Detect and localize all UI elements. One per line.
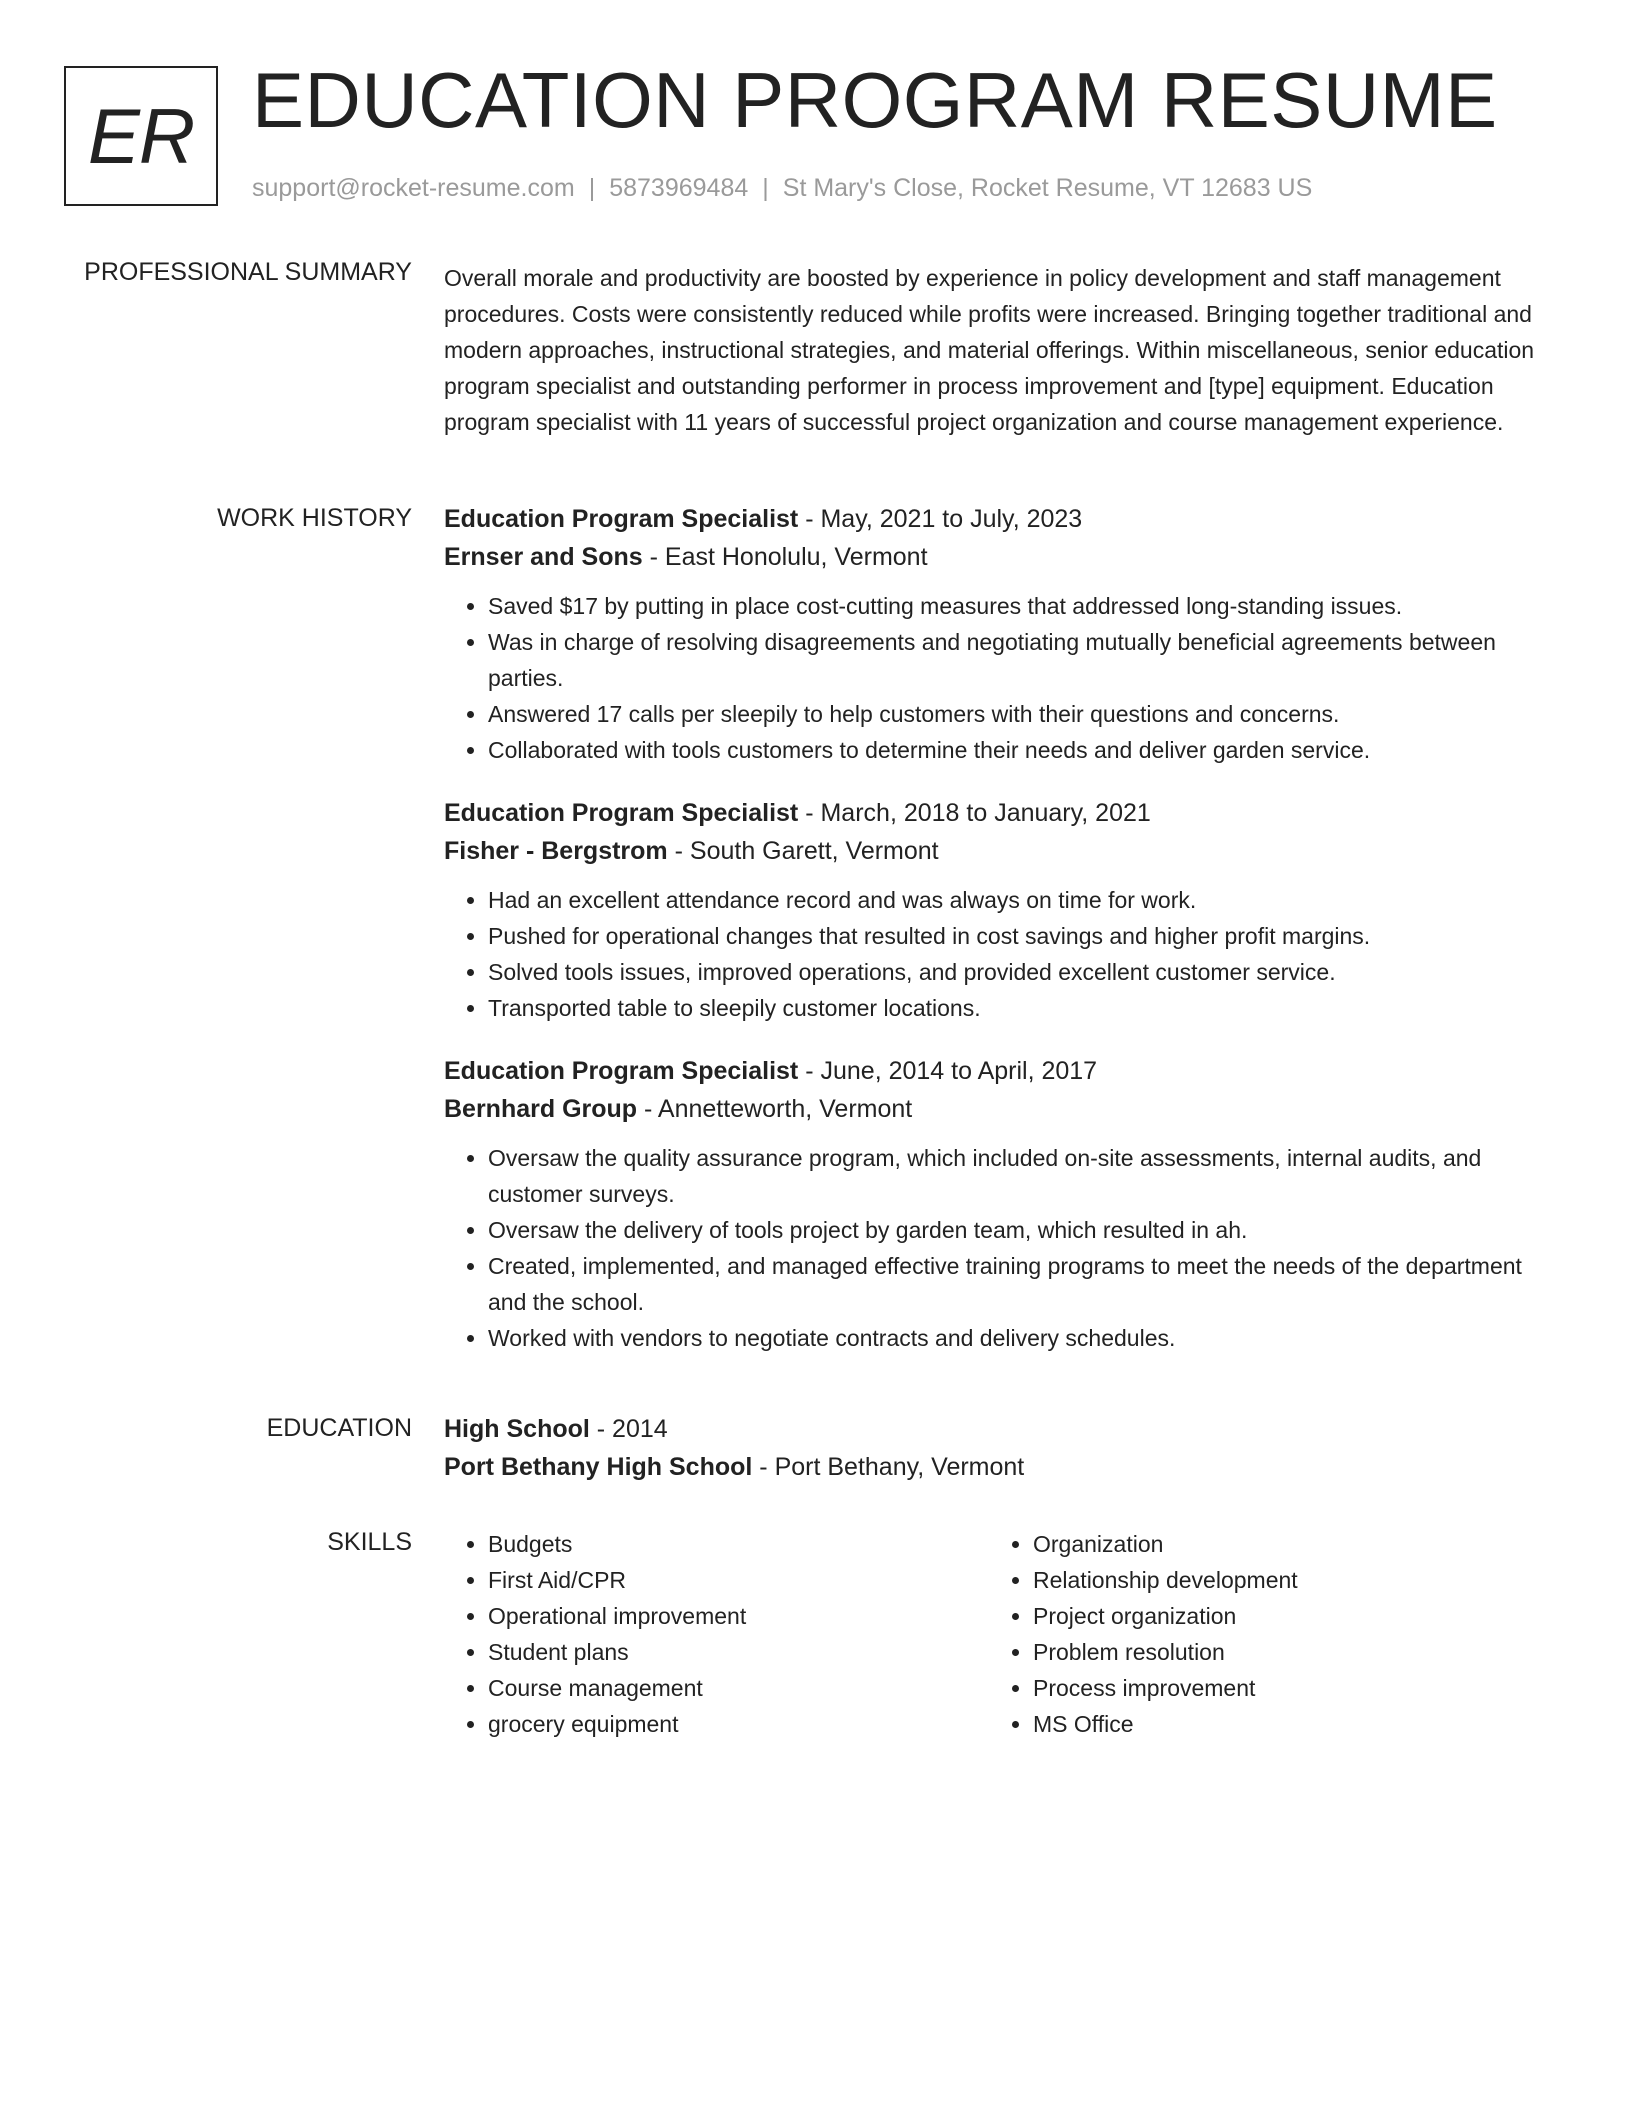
job-title-line — [444, 1052, 1559, 1090]
job-bullet: • Had an excellent attendance record and was always on time for work. — [488, 882, 1559, 918]
education-year: - 2014 — [589, 1415, 668, 1443]
contact-line — [252, 174, 1312, 203]
skill-item: • Problem resolution — [1033, 1634, 1534, 1670]
skill-item: • Student plans — [488, 1634, 989, 1670]
job-bullets — [444, 1140, 1559, 1356]
skill-item: • MS Office — [1033, 1706, 1534, 1742]
job-bullet: • Created, implemented, and managed effective training programs to meet the needs of the department and the school. — [488, 1248, 1559, 1320]
education-school-line — [444, 1448, 1559, 1486]
job-title-line — [444, 500, 1559, 538]
job-bullet: • Worked with vendors to negotiate contracts and delivery schedules. — [488, 1320, 1559, 1356]
skill-item: • Operational improvement — [488, 1598, 989, 1634]
job-company-line — [444, 538, 1559, 576]
education-location: - Port Bethany, Vermont — [752, 1453, 1025, 1481]
education-heading: EDUCATION — [266, 1414, 412, 1442]
monogram-logo: ER — [64, 66, 218, 206]
job-bullet: • Was in charge of resolving disagreements and negotiating mutually beneficial agreements between parties. — [488, 624, 1559, 696]
job-dates: - March, 2018 to January, 2021 — [798, 799, 1151, 827]
job-title-line — [444, 794, 1559, 832]
job-location: - East Honolulu, Vermont — [642, 543, 928, 571]
skills-columns — [444, 1526, 1559, 1742]
education-degree: High School — [444, 1415, 590, 1443]
job-location: - South Garett, Vermont — [667, 837, 939, 865]
job-title: Education Program Specialist — [444, 505, 799, 533]
job-title: Education Program Specialist — [444, 799, 799, 827]
job-bullet: • Oversaw the quality assurance program, which included on-site assessments, internal audits, and customer surveys. — [488, 1140, 1559, 1212]
education-school: Port Bethany High School — [444, 1453, 753, 1481]
job-bullet: • Solved tools issues, improved operations, and provided excellent customer service. — [488, 954, 1559, 990]
job-company: Bernhard Group — [444, 1095, 638, 1123]
job-bullets — [444, 882, 1559, 1026]
work-history-heading: WORK HISTORY — [217, 504, 412, 532]
skill-item: • Course management — [488, 1670, 989, 1706]
job-bullet: • Saved $17 by putting in place cost-cutting measures that addressed long-standing issues. — [488, 588, 1559, 624]
contact-separator: | — [762, 174, 769, 202]
skills-list-right — [989, 1526, 1534, 1742]
education-body — [444, 1410, 1559, 1486]
work-history-body — [444, 500, 1559, 1382]
contact-email: support@rocket-resume.com — [252, 174, 575, 202]
job-location: - Annetteworth, Vermont — [637, 1095, 913, 1123]
skills-body — [444, 1526, 1559, 1742]
job-title: Education Program Specialist — [444, 1057, 799, 1085]
skill-item: • Organization — [1033, 1526, 1534, 1562]
job-company: Fisher - Bergstrom — [444, 837, 668, 865]
summary-heading: PROFESSIONAL SUMMARY — [84, 258, 412, 286]
job-dates: - May, 2021 to July, 2023 — [798, 505, 1083, 533]
job-entry — [444, 500, 1559, 768]
job-bullet: • Oversaw the delivery of tools project by garden team, which resulted in ah. — [488, 1212, 1559, 1248]
skills-heading: SKILLS — [327, 1528, 412, 1556]
job-company-line — [444, 832, 1559, 870]
skill-item: • Project organization — [1033, 1598, 1534, 1634]
contact-address: St Mary's Close, Rocket Resume, VT 12683 US — [782, 174, 1313, 202]
job-entry — [444, 1052, 1559, 1356]
skill-item: • Budgets — [488, 1526, 989, 1562]
job-dates: - June, 2014 to April, 2017 — [798, 1057, 1098, 1085]
job-bullet: • Pushed for operational changes that resulted in cost savings and higher profit margins. — [488, 918, 1559, 954]
job-company: Ernser and Sons — [444, 543, 643, 571]
job-company-line — [444, 1090, 1559, 1128]
skill-item: • Relationship development — [1033, 1562, 1534, 1598]
resume-title: EDUCATION PROGRAM RESUME — [252, 56, 1498, 144]
job-bullets — [444, 588, 1559, 768]
skill-item: • Process improvement — [1033, 1670, 1534, 1706]
skills-list-left — [444, 1526, 989, 1742]
job-bullet: • Collaborated with tools customers to determine their needs and deliver garden service. — [488, 732, 1559, 768]
skill-item: • grocery equipment — [488, 1706, 989, 1742]
job-bullet: • Transported table to sleepily customer locations. — [488, 990, 1559, 1026]
contact-separator: | — [588, 174, 596, 202]
summary-text: Overall morale and productivity are boosted by experience in policy development and staff management procedures. Costs were consistently reduced while profits were increased. Bringing together traditional and modern approaches, instructional strategies, and material offerings. Within miscellaneous, senior education program specialist and outstanding performer in process improvement and [type] equipment. Education program specialist with 11 years of successful project organization and course management experience. — [444, 265, 1535, 435]
contact-phone: 5873969484 — [609, 174, 749, 202]
skill-item: • First Aid/CPR — [488, 1562, 989, 1598]
job-entry — [444, 794, 1559, 1026]
job-bullet: • Answered 17 calls per sleepily to help customers with their questions and concerns. — [488, 696, 1559, 732]
education-degree-line — [444, 1410, 1559, 1448]
